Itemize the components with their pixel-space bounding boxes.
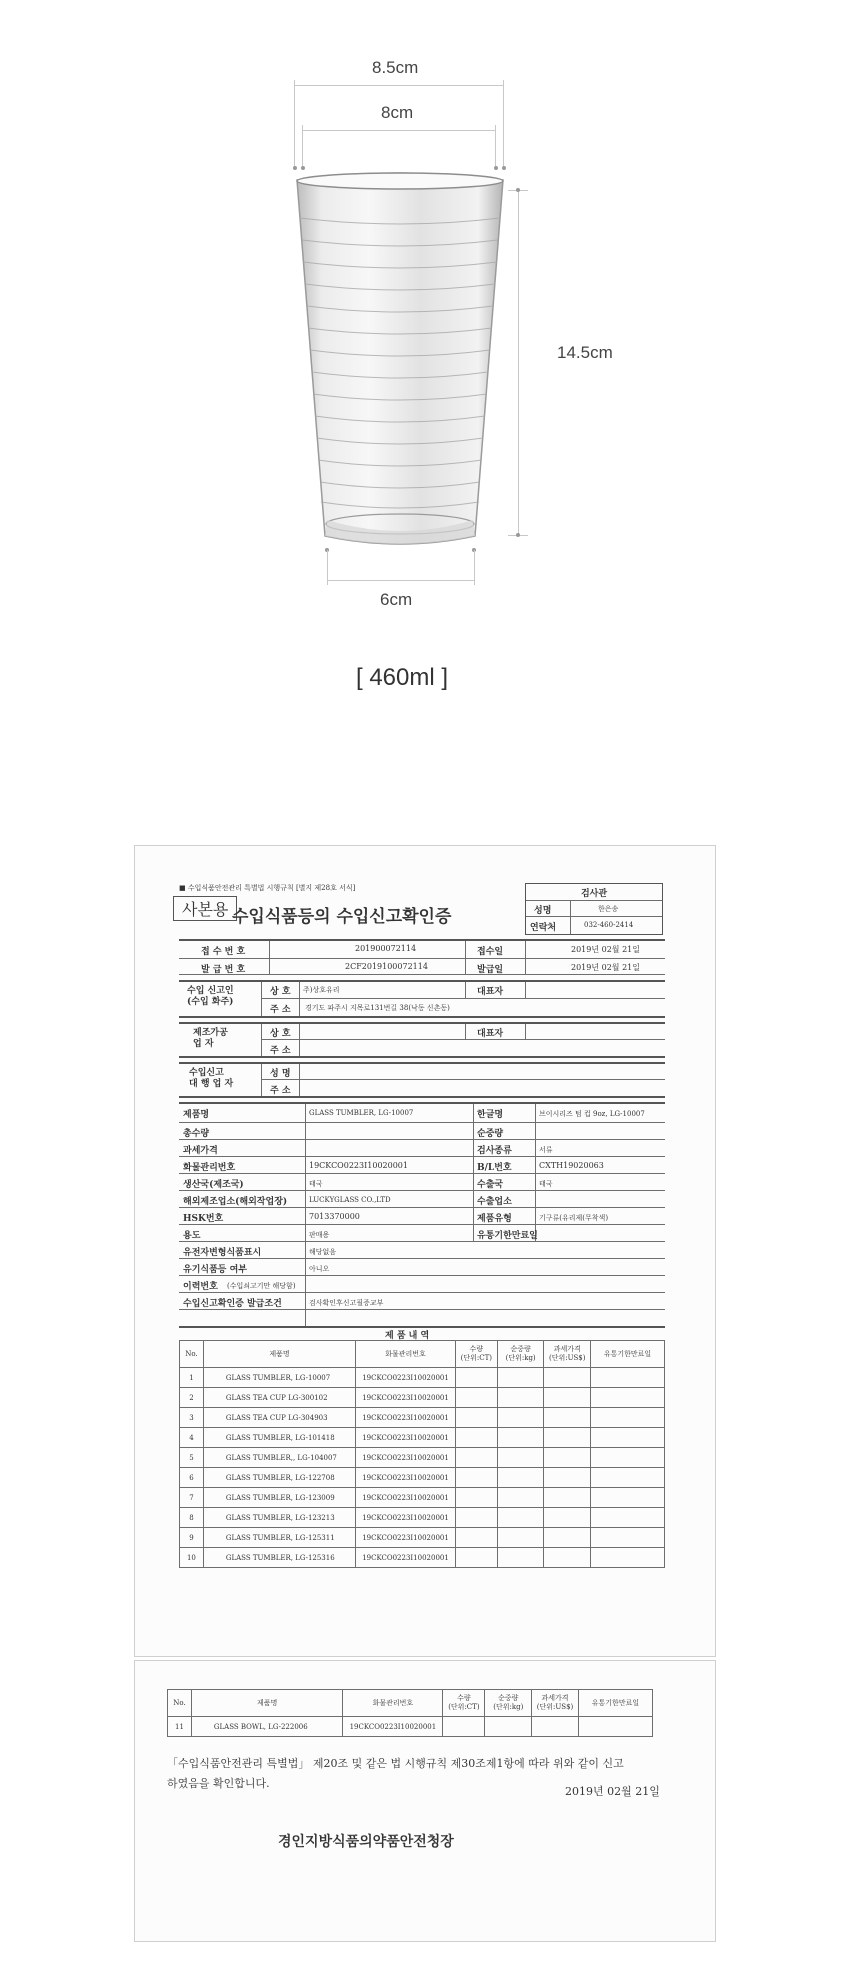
inspector-box: 검사관 성명 한은송 연락처 032-460-2414 <box>525 883 663 935</box>
table-row: 9 GLASS TUMBLER, LG-125311 19CKCO0223I10020001 <box>180 1528 665 1548</box>
document-title: 수입식품등의 수입신고확인증 <box>232 907 452 927</box>
dim-bottom-line <box>327 580 475 581</box>
form-note: ■ 수입식품안전관리 특별법 시행규칙 [별지 제28호 서식] <box>179 884 356 892</box>
confirmation-statement-line1: 「수입식품안전관리 특별법」 제20조 및 같은 법 시행규칙 제30조제1항에 따라 위와 같이 신고 <box>167 1757 624 1770</box>
confirmation-statement-line2: 하였음을 확인합니다. <box>167 1777 270 1790</box>
import-certificate-page-2 <box>134 1660 716 1942</box>
table-row: 3 GLASS TEA CUP LG-304903 19CKCO0223I10020001 <box>180 1408 665 1428</box>
dim-bottom-label: 6cm <box>380 590 413 609</box>
glass-tumbler-image <box>285 168 515 553</box>
copy-stamp: 사본용 <box>173 896 237 921</box>
dim-top-inner-label: 8cm <box>381 103 414 122</box>
items-table: No. 제품명 화물관리번호 수량 (단위:CT) 순중량 (단위:kg) 과세가격 (단위:US$) 유통기한만료일 1 GLASS TUMBLER, LG-10007 19CKCO0223I10020001 2 GLASS TEA CUP LG-300102 19CKCO0223I10020001 3 GLASS TEA CUP LG-304903 19CKCO0223I10020001 4 GLASS TUMBLER, LG-101418 19CKCO0223I10020001 5 GLASS TUMBLER,, LG-104007 19CKCO0223I10020001 6 GLASS TUMBLER, LG-122708 19CKCO0223I10020001 7 GLASS TUMBLER, LG-123009 19CKCO0223I10020001 8 GLASS TUMBLER, LG-123213 19CKCO0223I10020001 9 GLASS TUMBLER, LG-125311 19CKCO0223I10020001 10 GLASS TUMBLER, LG-125316 19CKCO0223I10020001 <box>179 1340 665 1568</box>
dim-height-line <box>518 190 519 535</box>
sign-date: 2019년 02월 21일 <box>565 1785 660 1798</box>
volume-label: [ 460ml ] <box>356 664 449 691</box>
table-row: 5 GLASS TUMBLER,, LG-104007 19CKCO0223I10020001 <box>180 1448 665 1468</box>
dim-top-outer-label: 8.5cm <box>372 58 419 77</box>
table-row: 10 GLASS TUMBLER, LG-125316 19CKCO0223I10020001 <box>180 1548 665 1568</box>
table-row: 4 GLASS TUMBLER, LG-101418 19CKCO0223I10020001 <box>180 1428 665 1448</box>
table-row: 11 GLASS BOWL, LG-222006 19CKCO0223I10020001 <box>168 1717 653 1737</box>
issuing-authority: 경인지방식품의약품안전청장 <box>278 1834 454 1850</box>
dim-top-inner-line <box>302 130 496 131</box>
dim-height-label: 14.5cm <box>557 343 613 362</box>
product-dimension-section <box>0 0 860 720</box>
table-row: 2 GLASS TEA CUP LG-300102 19CKCO0223I10020001 <box>180 1388 665 1408</box>
items-table-continued: No. 제품명 화물관리번호 수량 (단위:CT) 순중량 (단위:kg) 과세가격 (단위:US$) 유통기한만료일 11 GLASS BOWL, LG-222006 19CKCO0223I10020001 <box>167 1689 653 1737</box>
table-row: 7 GLASS TUMBLER, LG-123009 19CKCO0223I10020001 <box>180 1488 665 1508</box>
table-row: 1 GLASS TUMBLER, LG-10007 19CKCO0223I10020001 <box>180 1368 665 1388</box>
table-row: 8 GLASS TUMBLER, LG-123213 19CKCO0223I10020001 <box>180 1508 665 1528</box>
table-row: 6 GLASS TUMBLER, LG-122708 19CKCO0223I10020001 <box>180 1468 665 1488</box>
items-title: 제 품 내 역 <box>385 1331 430 1341</box>
import-certificate-page-1: ■ 수입식품안전관리 특별법 시행규칙 [별지 제28호 서식] 사본용 수입식품등의 수입신고확인증 검사관 성명 한은송 연락처 032-460-2414 접 수 번 호 201900072114 접수일 2019년 02월 21일 발 급 번 호 2CF2019100072114 발급일 2019년 02월 21일 수입 신고인 (수입 화주) 상 호 주)상호유리 대표자 주 소 경기도 파주시 지목로131번길 38(낙동 신촌동) 제조가공 업 자 상 호 대표자 주 소 수입신고 대 행 업 자 성 명 주 소 제품명 GLASS TUMBLER, LG-10007 한글명 브이시리즈 텀 컵 9oz, LG-10007 총수량 순중량 과세가격 검사종류 서류 화물관리번호 19CKCO0223I10020001 B/L번호 CXTH19020063 생산국(제조국) 태국 수출국 태국 해외제조업소(해외작업장) LUCKYGLASS CO.,LTD 수출업소 HSK번호 7013370000 제품유형 기구류(유리제(무착색) 용도 판매용 유통기한만료일 유전자변형식품표시 해당없음 유기식품등 여부 아니오 이력번호 (수입쇠고기만 해당함) 수입신고확인증 발급조건 검사확인후신고필증교부 제 품 내 역 No. 제품명 화물관리번호 수량 (단위:CT) 순중량 (단위:kg) 과세가격 (단위:US$) 유통기한만료일 1 GLASS TUMBLER, LG-10007 19CKCO0223I10020001 2 GLASS TEA CUP LG-300102 19CKCO0223I10020001 3 GLASS TEA CUP LG-304903 19CKCO0223I10020001 4 GLASS TUMBLER, LG-101418 19CKCO0223I10020001 5 GLASS TUMBLER,, LG-104007 19CKCO0223I10020001 6 GLASS TUMBLER, LG-122708 19CKCO0223I10020001 7 GLASS TUMBLER, LG-123009 19CKCO0223I10020001 8 GLASS TUMBLER, LG-123213 19CKCO0223I10020001 9 GLASS TUMBLER, LG-125311 19CKCO0223I10020001 10 GLASS TUMBLER, LG-125316 19CKCO0223I10020001 <box>134 845 716 1657</box>
dim-top-outer-line <box>294 85 504 86</box>
